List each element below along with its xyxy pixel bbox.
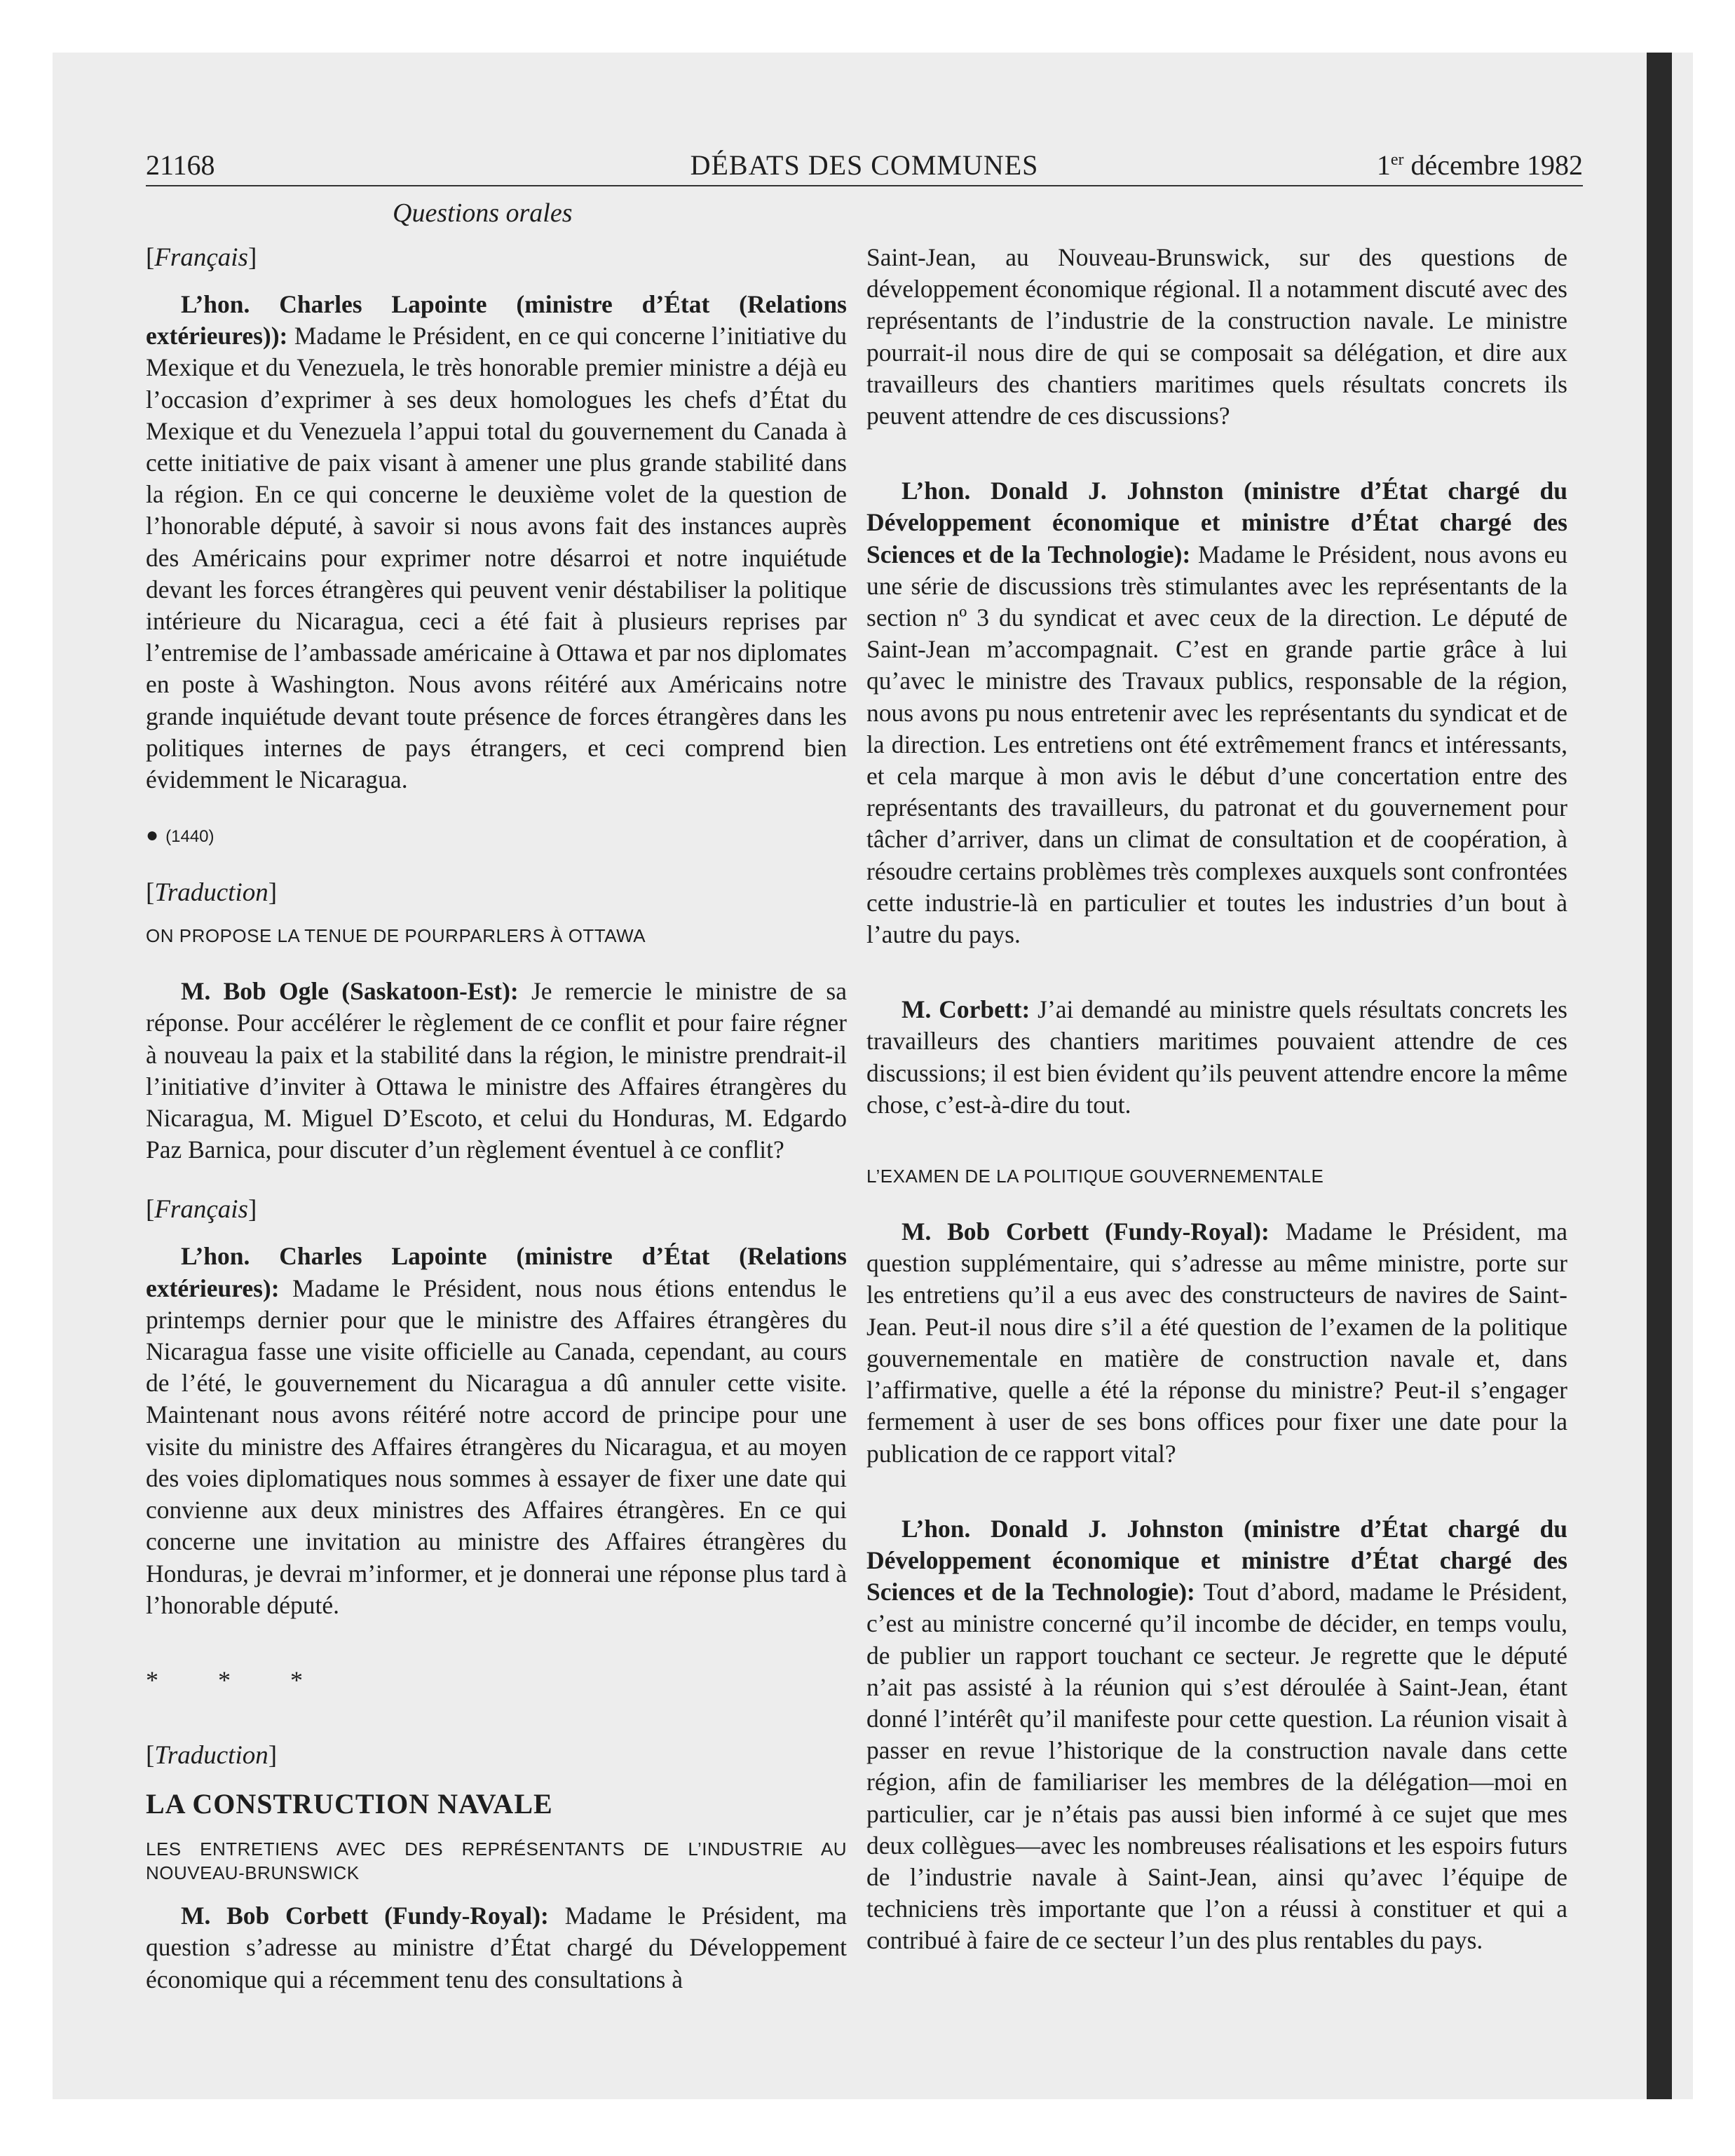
language-marker: [Traduction] <box>146 878 278 908</box>
left-column <box>146 242 847 1995</box>
speech-text: Madame le Président, ma question s’adresse au ministre d’État chargé du Développement économique qui a récemment tenu des consultations à <box>146 1902 848 1993</box>
speaker-name: M. Bob Corbett (Fundy-Royal): <box>181 1902 549 1930</box>
speech-corbett-3 <box>866 1216 1567 1470</box>
speech-text: Madame le Président, en ce qui concerne l’initiative du Mexique et du Venezuela, le très honorable premier ministre a déjà eu l’occasion d’exprimer à ses deux homologues les chefs d’État du Mexique et du Venezuela l’appui total du gouvernement du Canada à cette initiative de paix visant à amener une plus grande stabilité dans la région. En ce qui concerne le deuxième volet de la question de l’honorable député, à savoir si nous avons fait des instances auprès des Américains pour exprimer notre désarroi et notre inquiétude devant les forces étrangères qui peuvent venir déstabiliser la politique intérieure du Nicaragua, ceci a été fait à plusieurs reprises par l’entremise de l’ambassade américaine à Ottawa et par nos diplomates en poste à Washington. Nous avons réitéré aux Américains notre grande inquiétude devant toute présence de forces étrangères dans les politiques internes de pays étrangers, et ceci comprend bien évidemment le Nicaragua. <box>146 322 847 794</box>
right-column <box>866 242 1567 1957</box>
speaker-name: L’hon. Donald J. Johnston (ministre d’État chargé du Développement économique et ministre d’État chargé des Sciences et de la Technologie): <box>866 1514 1567 1606</box>
speaker-name: L’hon. Charles Lapointe (ministre d’État (Relations extérieures): <box>146 1242 847 1302</box>
scan-edge-shadow <box>1647 53 1672 2099</box>
language-marker: [Français] <box>146 1195 257 1224</box>
date-ordinal: er <box>1390 151 1404 169</box>
speech-johnston-1 <box>866 475 1567 950</box>
speech-text: Madame le Président, ma question supplémentaire, qui s’adresse au même ministre, porte sur les entretiens qu’il a eus avec des constructeurs de navires de Saint-Jean. Peut-il nous dire s’il a été question de l’examen de la politique gouvernementale en matière de construction navale et, dans l’affirmative, quelle a été la réponse du ministre? Peut-il s’engager fermement à user de ses bons offices pour fixer une date pour la publication de ce rapport vital? <box>866 1217 1568 1468</box>
running-header <box>146 146 1583 186</box>
speech-corbett-2 <box>866 994 1567 1121</box>
subheading-entretiens: LES ENTRETIENS AVEC DES REPRÉSENTANTS DE L’INDUSTRIE AU NOUVEAU-BRUNSWICK <box>146 1838 847 1884</box>
speech-lapointe-1 <box>146 289 847 796</box>
speaker-name: M. Corbett: <box>901 995 1030 1024</box>
section-divider-stars: * * * <box>146 1665 329 1694</box>
page-number: 21168 <box>146 149 215 181</box>
speech-ogle <box>146 976 847 1166</box>
language-marker: [Traduction] <box>146 1741 278 1770</box>
section-heading: Questions orales <box>393 198 573 228</box>
time-marker: ● (1440) <box>146 824 215 847</box>
speech-text: Tout d’abord, madame le Président, c’est au ministre concerné qu’il incombe de décider, en temps voulu, de publier un rapport touchant ce secteur. Je regrette que le député n’ait pas assisté à la réunion qui s’est déroulée à Saint-Jean, étant donné l’intérêt qu’il manifeste pour cette question. La réunion visait à passer en revue l’historique de la construction navale dans cette région, afin de familiariser les membres de la délégation—moi en particulier, car je n’étais pas aussi bien informé à ce sujet que mes deux collègues—avec les nombreuses réalisations et les espoirs futurs de l’industrie navale à Saint-Jean, ainsi qu’avec l’équipe de techniciens très importante que l’on a réussi à constituer et qui a contribué à faire de ce secteur l’un des plus rentables du pays. <box>866 1578 1567 1955</box>
speech-lapointe-2 <box>146 1241 847 1621</box>
speech-text: Je remercie le ministre de sa réponse. Pour accélérer le règlement de ce conflit et pour faire régner à nouveau la paix et la stabilité dans la région, le ministre prendrait-il l’initiative d’inviter à Ottawa le ministre des Affaires étrangères du Nicaragua, M. Miguel D’Escoto, et celui du Honduras, M. Edgardo Paz Barnica, pour discuter d’un règlement éventuel à ce conflit? <box>146 977 847 1164</box>
topic-title: LA CONSTRUCTION NAVALE <box>146 1788 553 1820</box>
speech-corbett-1-continued: Saint-Jean, au Nouveau-Brunswick, sur des questions de développement économique régional. Il a notamment discuté avec des représentants de l’industrie de la construction navale. Le ministre pourrait-il nous dire de qui se composait sa délégation, et dire aux travailleurs des chantiers maritimes quels résultats concrets ils peuvent attendre de ces discussions? <box>866 243 1567 430</box>
subheading-pourparlers: ON PROPOSE LA TENUE DE POURPARLERS À OTTAWA <box>146 925 646 947</box>
header-date <box>1377 146 1583 185</box>
date-day: 1 <box>1376 149 1391 181</box>
speaker-name: M. Bob Corbett (Fundy-Royal): <box>901 1217 1270 1246</box>
subheading-examen: L’EXAMEN DE LA POLITIQUE GOUVERNEMENTALE <box>866 1166 1324 1187</box>
date-month-year: décembre 1982 <box>1403 149 1583 181</box>
speech-text: Madame le Président, nous nous étions entendus le printemps dernier pour que le ministre des Affaires étrangères du Nicaragua fasse une visite officielle au Canada, cependant, au cours de l’été, le gouvernement du Nicaragua a dû annuler cette visite. Maintenant nous avons réitéré notre accord de principe pour une visite du ministre des Affaires étrangères du Nicaragua, et au moyen des voies diplomatiques nous sommes à essayer de fixer une date qui convienne aux deux ministres des Affaires étrangères. En ce qui concerne une invitation au ministre des Affaires étrangères du Honduras, je devrai m’informer, et je donnerai une réponse plus tard à l’honorable député. <box>146 1274 847 1619</box>
speaker-name: M. Bob Ogle (Saskatoon-Est): <box>181 977 519 1006</box>
speech-text: J’ai demandé au ministre quels résultats concrets les travailleurs des chantiers maritimes pouvaient attendre de ces discussions; il est bien évident qu’ils peuvent attendre encore la même chose, c’est-à-dire du tout. <box>866 995 1567 1119</box>
bullet-icon: ● <box>146 824 159 847</box>
speech-johnston-2 <box>866 1513 1567 1957</box>
speech-corbett-1 <box>146 1900 847 1995</box>
speech-text: Madame le Président, nous avons eu une série de discussions très stimulantes avec les représentants de la section nº 3 du syndicat et avec ceux de la direction. Le député de Saint-Jean m’accompagnait. C’est en grande partie grâce à lui qu’avec le ministre des Travaux publics, responsable de la région, nous avons pu nous entretenir avec les représentants du syndicat et de la direction. Les entretiens ont été extrêmement francs et intéressants, et cela marque à mon avis le début d’une concertation entre des représentants des travailleurs, du patronat et du gouvernement pour tâcher d’arriver, dans un climat de consultation et de coopération, à résoudre certains problèmes très complexes auxquels sont confrontées cette industrie-là en particulier et toutes les industries d’un bout à l’autre du pays. <box>866 540 1567 949</box>
speaker-name: L’hon. Charles Lapointe (ministre d’État (Relations extérieures)): <box>146 290 847 350</box>
speaker-name: L’hon. Donald J. Johnston (ministre d’État chargé du Développement économique et ministre d’État chargé des Sciences et de la Technologie): <box>866 477 1567 568</box>
publication-title: DÉBATS DES COMMUNES <box>690 149 1039 181</box>
language-marker: [Français] <box>146 243 257 272</box>
